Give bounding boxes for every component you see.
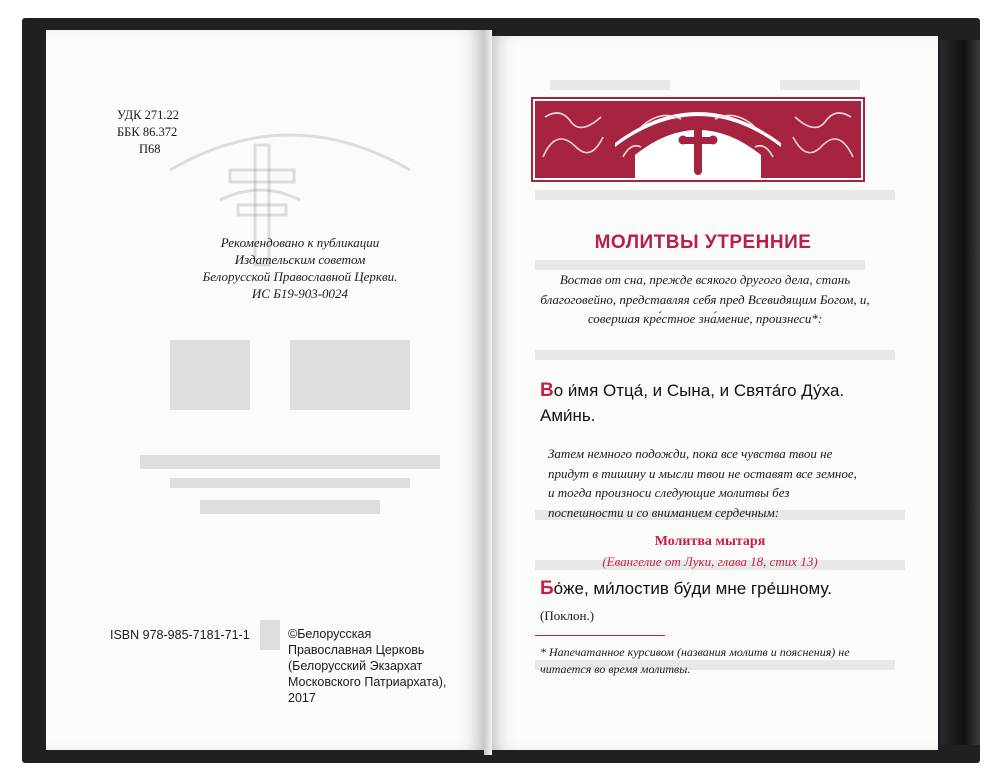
headpiece-ornament (531, 97, 865, 182)
udk-code: УДК 271.22 (117, 108, 179, 122)
prayer-text: о́же, ми́лостив бу́ди мне гре́шному. (553, 579, 832, 598)
second-instruction: Затем немного подожди, пока все чувства твои не придут в тишину и мысли твои не оставят все земное, и тогда произноси следующие молитвы без поспешности и со вниманием сердечным: (548, 446, 857, 520)
recommend-line: Белорусской Православной Церкви. (202, 269, 398, 284)
publican-prayer (540, 578, 870, 600)
cover-edge (940, 40, 980, 745)
recommend-line: ИС Б19-903-0024 (251, 286, 349, 301)
prayer-heading: Молитва мытаря (654, 534, 766, 549)
section-title: МОЛИТВЫ УТРЕННИЕ (594, 232, 812, 253)
publication-recommendation (150, 234, 450, 302)
classification-codes (117, 107, 179, 158)
intro-instruction: Востав от сна, прежде всякого другого дела, стань благоговейно, представляя себя пред Всевидящим Богом, и, совершая кре́стное зна́мение, произнеси*: (540, 272, 870, 326)
author-code: П68 (139, 142, 161, 156)
footnote-divider (535, 635, 665, 636)
isbn: ISBN 978-985-7181-71-1 (110, 628, 250, 642)
recommend-line: Издательским советом (234, 252, 366, 267)
drop-cap: В (540, 380, 554, 401)
book-gutter (484, 30, 492, 755)
drop-cap: Б (540, 578, 554, 599)
recommend-line: Рекомендовано к публикации (220, 235, 380, 250)
bow-instruction: (Поклон.) (540, 608, 595, 623)
copyright: ©Белорусская Православная Церковь (Белорусский Экзархат Московского Патриархата), 2017 (288, 627, 447, 705)
trinity-invocation (540, 378, 870, 428)
footnote: * Напечатанное курсивом (названия молитв и пояснения) не читается во время молитвы. (540, 645, 850, 676)
bbk-code: ББК 86.372 (117, 125, 178, 139)
prayer-source: (Евангелие от Луки, глава 18, стих 13) (602, 554, 818, 569)
prayer-text: о и́мя Отца́, и Сына, и Свята́го Ду́ха. Ами́нь. (540, 381, 845, 425)
